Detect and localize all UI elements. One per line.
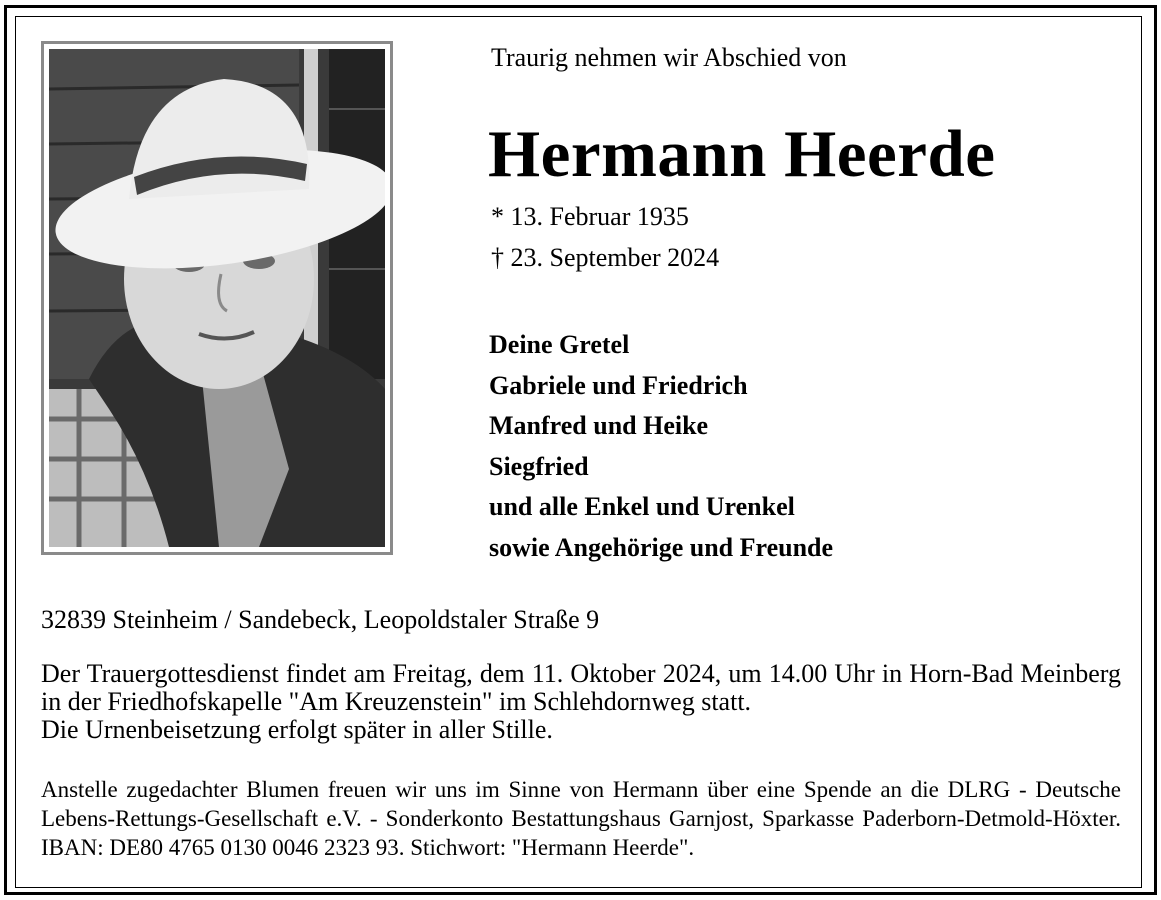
- address: 32839 Steinheim / Sandebeck, Leopoldstaler Straße 9: [41, 605, 600, 634]
- service-info: [41, 660, 1121, 744]
- death-date: † 23. September 2024: [491, 243, 720, 272]
- birth-date: * 13. Februar 1935: [491, 202, 689, 231]
- mourner-item: sowie Angehörige und Freunde: [489, 532, 834, 562]
- mourner-item: Gabriele und Friedrich: [489, 370, 748, 400]
- donation-text: Anstelle zugedachter Blumen freuen wir uns im Sinne von Hermann über eine Spende an die DLRG - Deutsche Lebens-Rettungs-Gesellschaft e.V. - Sonderkonto Bestattungshaus Garnjost, Sparkasse Paderborn-Detmold-Höxter. IBAN: DE80 4765 0130 0046 2323 93. Stichwort: "Hermann Heerde".: [41, 777, 1121, 860]
- portrait-photo: [41, 41, 393, 555]
- urn-text: Die Urnenbeisetzung erfolgt später in aller Stille.: [41, 715, 553, 744]
- intro-text: Traurig nehmen wir Abschied von: [491, 43, 847, 72]
- portrait-image: [49, 49, 385, 547]
- mourner-item: Manfred und Heike: [489, 411, 709, 441]
- mourner-item: Deine Gretel: [489, 330, 630, 359]
- mourner-item: Siegfried: [489, 451, 589, 481]
- deceased-name: Hermann Heerde: [488, 117, 996, 191]
- service-text: Der Trauergottesdienst findet am Freitag, dem 11. Oktober 2024, um 14.00 Uhr in Horn-Bad Meinberg in der Friedhofskapelle "Am Kreuzenstein" im Schlehdornweg statt.: [41, 659, 1121, 716]
- mourner-item: und alle Enkel und Urenkel: [489, 492, 795, 522]
- mourners-list: [489, 325, 833, 569]
